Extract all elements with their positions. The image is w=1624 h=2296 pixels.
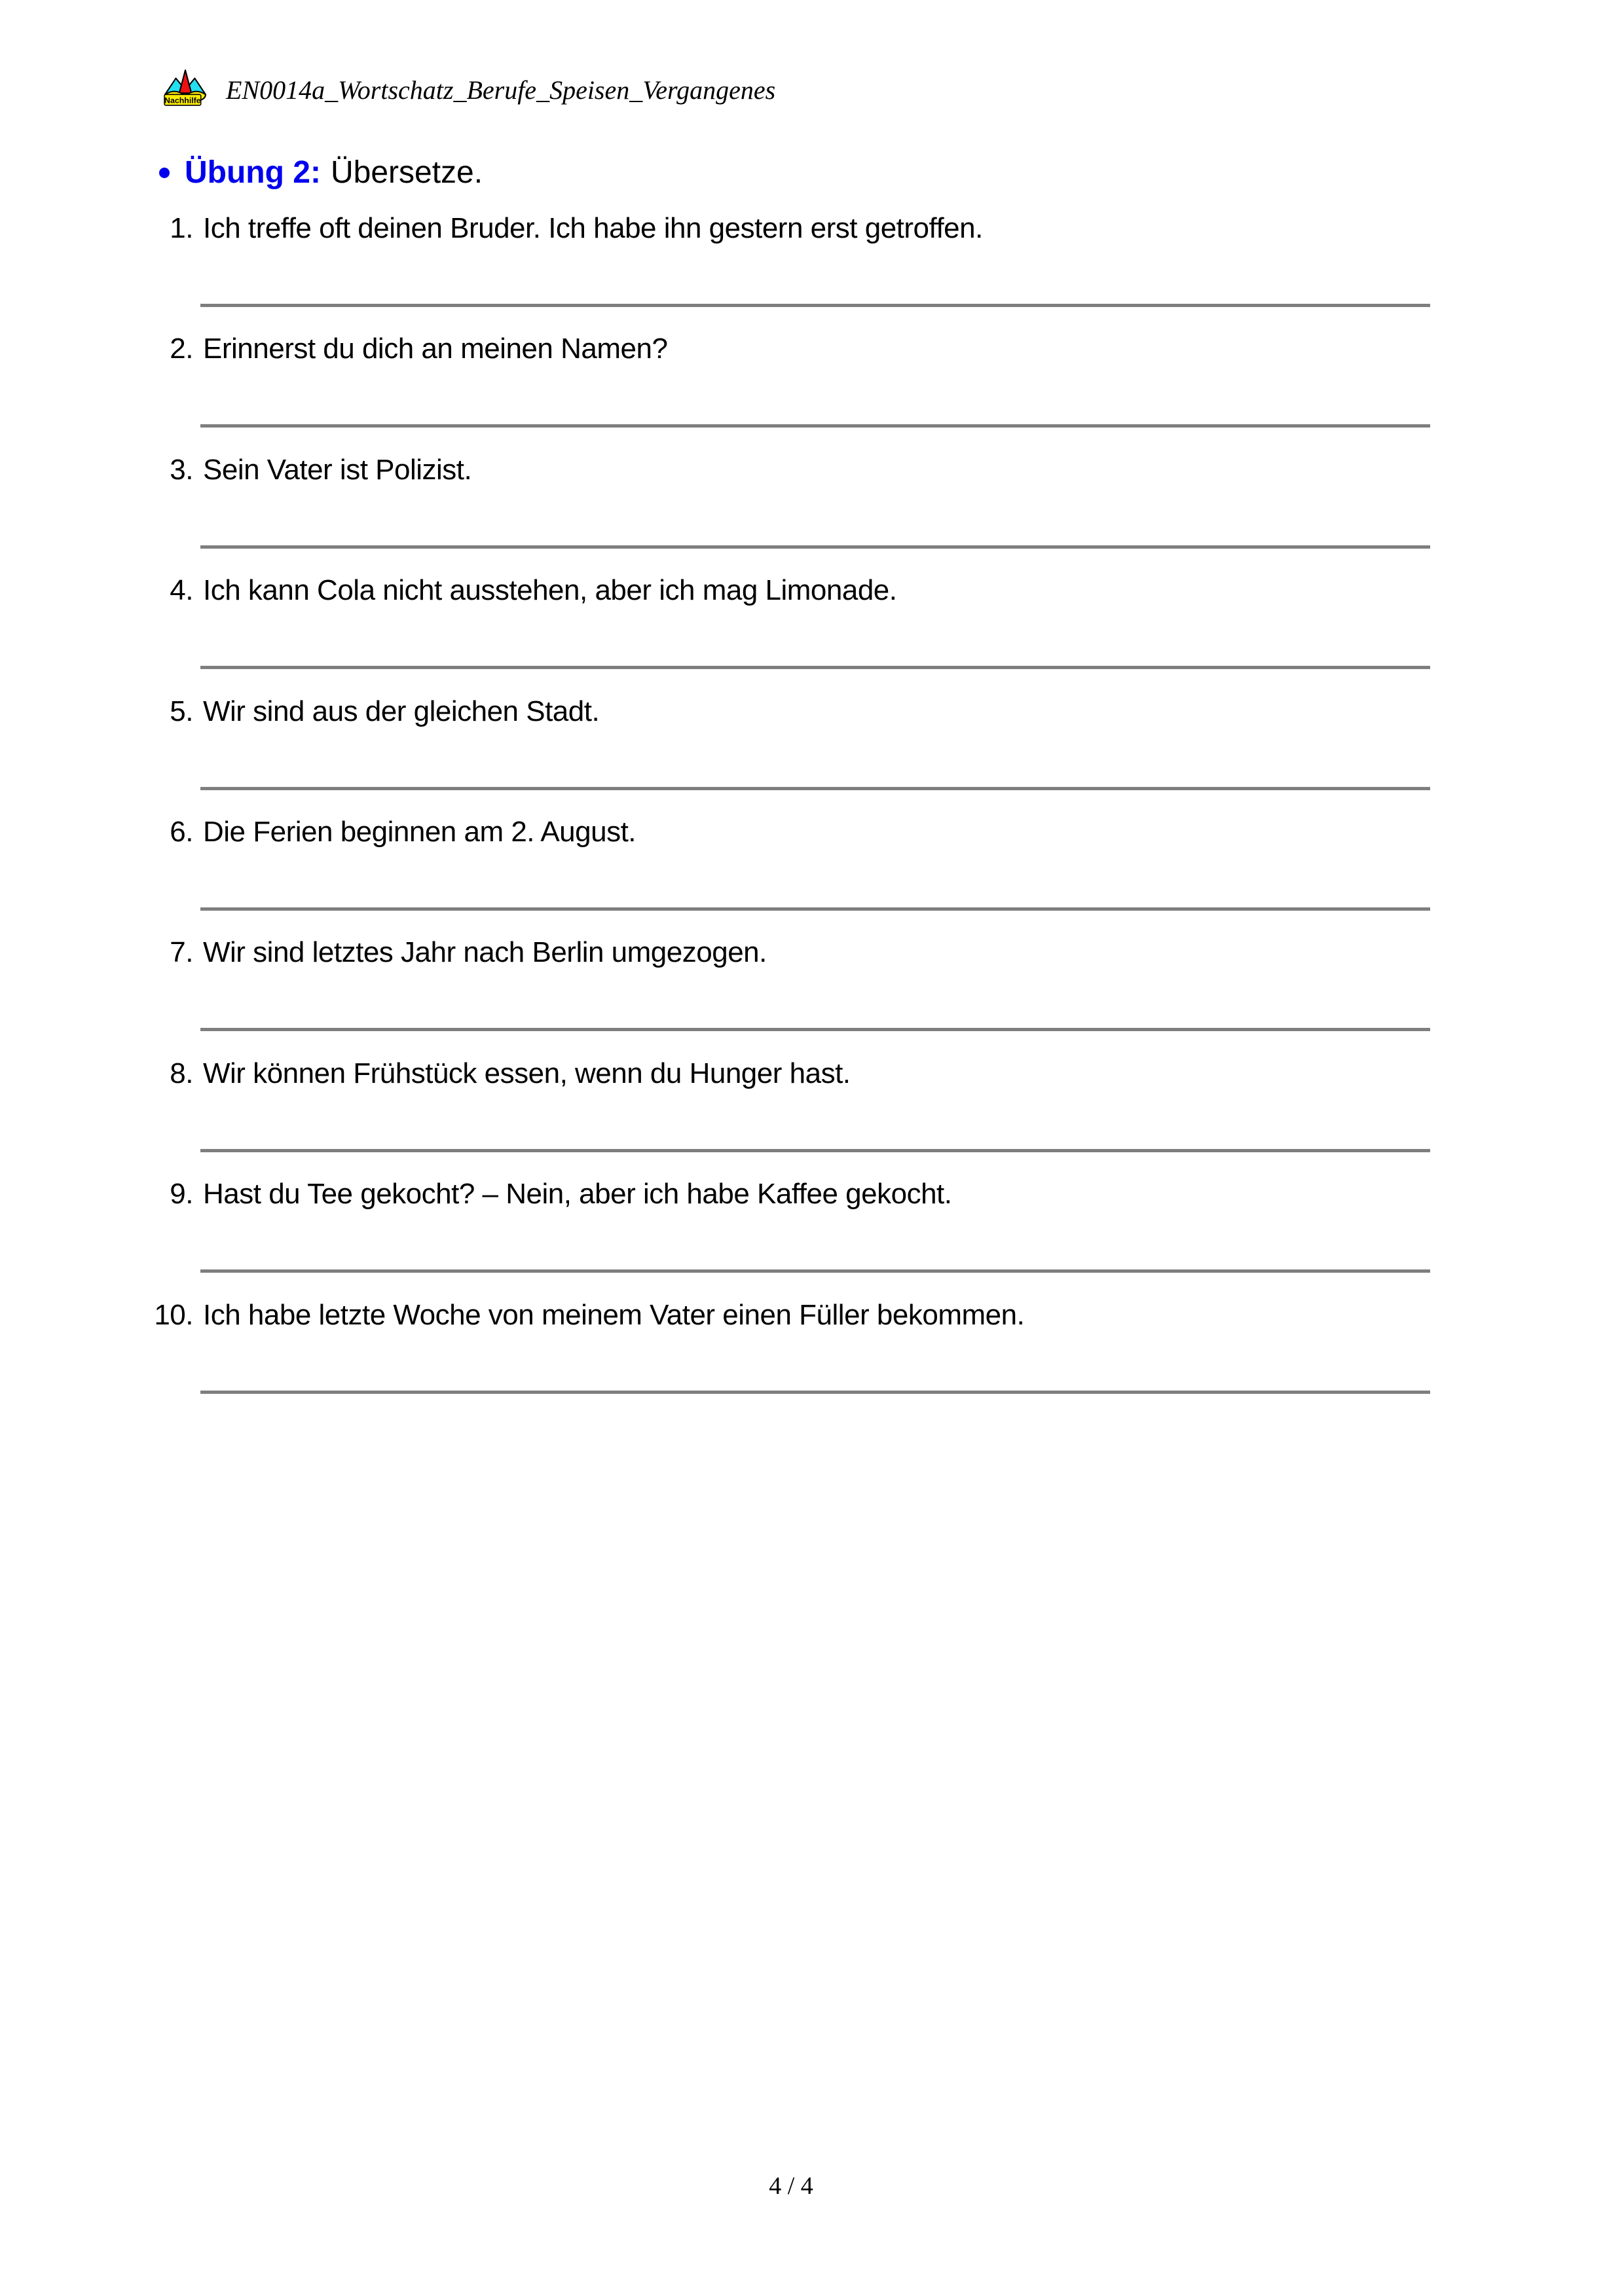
item-number: 5.	[170, 695, 193, 727]
answer-line	[200, 424, 1430, 428]
item-sentence: Sein Vater ist Polizist.	[203, 454, 472, 486]
exercise-item	[0, 212, 1624, 333]
exercise-label: Übung 2:	[185, 155, 321, 190]
item-sentence: Die Ferien beginnen am 2. August.	[203, 816, 637, 848]
item-number: 1.	[170, 212, 193, 244]
answer-line	[200, 545, 1430, 549]
item-number: 2.	[170, 333, 193, 365]
exercise-item	[0, 695, 1624, 816]
item-number: 6.	[170, 816, 193, 848]
bullet-icon	[159, 168, 170, 178]
item-number: 10.	[154, 1299, 193, 1331]
item-sentence: Erinnerst du dich an meinen Namen?	[203, 333, 668, 365]
nachhilfe-logo-icon	[164, 69, 207, 107]
exercise-item	[0, 333, 1624, 454]
item-sentence: Ich treffe oft deinen Bruder. Ich habe ihn gestern erst getroffen.	[203, 212, 983, 244]
item-number: 9.	[170, 1178, 193, 1210]
answer-line	[200, 1269, 1430, 1273]
exercise-instruction: Übersetze.	[330, 155, 483, 190]
exercise-item	[0, 1299, 1624, 1420]
answer-line	[200, 666, 1430, 669]
answer-line	[200, 787, 1430, 790]
item-number: 4.	[170, 574, 193, 606]
exercise-heading	[159, 157, 483, 189]
answer-line	[200, 1391, 1430, 1394]
item-number: 7.	[170, 936, 193, 968]
item-number: 8.	[170, 1057, 193, 1089]
exercise-item	[0, 1178, 1624, 1299]
document-title: EN0014a_Wortschatz_Berufe_Speisen_Vergangenes	[226, 75, 776, 105]
item-sentence: Ich habe letzte Woche von meinem Vater einen Füller bekommen.	[203, 1299, 1025, 1331]
logo-label: Nachhilfe	[164, 96, 201, 105]
answer-line	[200, 1149, 1430, 1152]
item-sentence: Ich kann Cola nicht ausstehen, aber ich mag Limonade.	[203, 574, 897, 606]
logo-peak-red	[179, 70, 192, 93]
exercise-item	[0, 1057, 1624, 1178]
item-sentence: Hast du Tee gekocht? – Nein, aber ich habe Kaffee gekocht.	[203, 1178, 952, 1210]
exercise-item	[0, 936, 1624, 1057]
item-sentence: Wir sind aus der gleichen Stadt.	[203, 695, 600, 727]
item-number: 3.	[170, 454, 193, 486]
answer-line	[200, 907, 1430, 911]
exercise-item	[0, 454, 1624, 575]
answer-line	[200, 304, 1430, 307]
exercise-item	[0, 816, 1624, 937]
exercise-item	[0, 574, 1624, 695]
item-sentence: Wir können Frühstück essen, wenn du Hunger hast.	[203, 1057, 851, 1089]
answer-line	[200, 1028, 1430, 1031]
item-sentence: Wir sind letztes Jahr nach Berlin umgezogen.	[203, 936, 767, 968]
page-number: 4 / 4	[769, 2172, 813, 2200]
